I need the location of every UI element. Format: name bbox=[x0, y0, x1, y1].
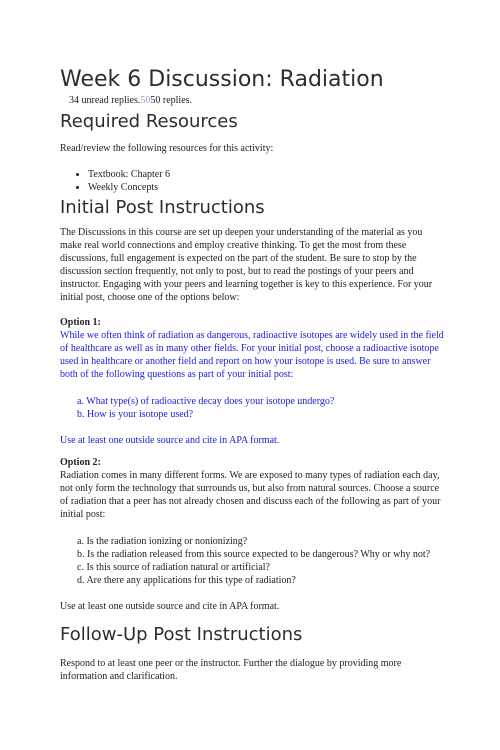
resources-list bbox=[60, 168, 444, 194]
resource-item: • Textbook: Chapter 6 bbox=[88, 168, 444, 181]
option1-question: a. What type(s) of radioactive decay does your isotope undergo? bbox=[77, 396, 335, 407]
option2-questions bbox=[60, 535, 444, 587]
option2-text: Radiation comes in many different forms. We are exposed to many types of radiation each day, not only form the technology that surrounds us, but also from natural sources. Choose a source of radiation that a peer has not already chosen and discuss each of the following as part of your initial post: bbox=[60, 470, 441, 520]
required-resources-intro: Read/review the following resources for this activity: bbox=[60, 143, 274, 154]
total-replies: 50 replies. bbox=[150, 95, 193, 106]
option2-label: Option 2: bbox=[60, 457, 101, 468]
option1-question: b. How is your isotope used? bbox=[77, 409, 194, 420]
option2-question: d. Are there any applications for this type of radiation? bbox=[77, 575, 296, 586]
option1-label: Option 1: bbox=[60, 317, 101, 328]
reply-count-badge: 50 bbox=[140, 95, 151, 106]
option2-apa-note: Use at least one outside source and cite in APA format. bbox=[60, 601, 280, 612]
option2-question: c. Is this source of radiation natural or artificial? bbox=[77, 562, 270, 573]
initial-post-intro: The Discussions in this course are set up deepen your understanding of the material as you make real world connections and employ creative thinking. To get the most from these discussions, full engagement is expected on the part of the student. Be sure to stop by the discussion section frequently, not only to post, but to read the postings of your peers and instructor. Engaging with your peers and learning together is key to this experience. For your initial post, choose one of the options below: bbox=[60, 227, 433, 303]
required-resources-heading: Required Resources bbox=[60, 111, 238, 132]
reply-meta bbox=[69, 94, 444, 107]
follow-up-heading: Follow-Up Post Instructions bbox=[60, 624, 303, 645]
option1-apa-note: Use at least one outside source and cite in APA format. bbox=[60, 435, 280, 446]
unread-replies: 34 unread replies. bbox=[69, 95, 141, 106]
initial-post-heading: Initial Post Instructions bbox=[60, 197, 265, 218]
option2-question: b. Is the radiation released from this source expected to be dangerous? Why or why not? bbox=[77, 549, 431, 560]
option1-text: While we often think of radiation as dangerous, radioactive isotopes are widely used in the field of healthcare as well as in many other fields. For your initial post, choose a radioactive isotope used in healthcare or another field and report on how your isotope is used. Be sure to answer both of the following questions as part of your initial post: bbox=[60, 330, 444, 380]
follow-up-text: Respond to at least one peer or the instructor. Further the dialogue by providing more information and clarification. bbox=[60, 658, 402, 682]
discussion-page bbox=[60, 66, 444, 683]
page-title: Week 6 Discussion: Radiation bbox=[60, 67, 384, 92]
option1-questions bbox=[60, 395, 444, 421]
option2-question: a. Is the radiation ionizing or nonionizing? bbox=[77, 536, 248, 547]
resource-item: • Weekly Concepts bbox=[88, 181, 444, 194]
